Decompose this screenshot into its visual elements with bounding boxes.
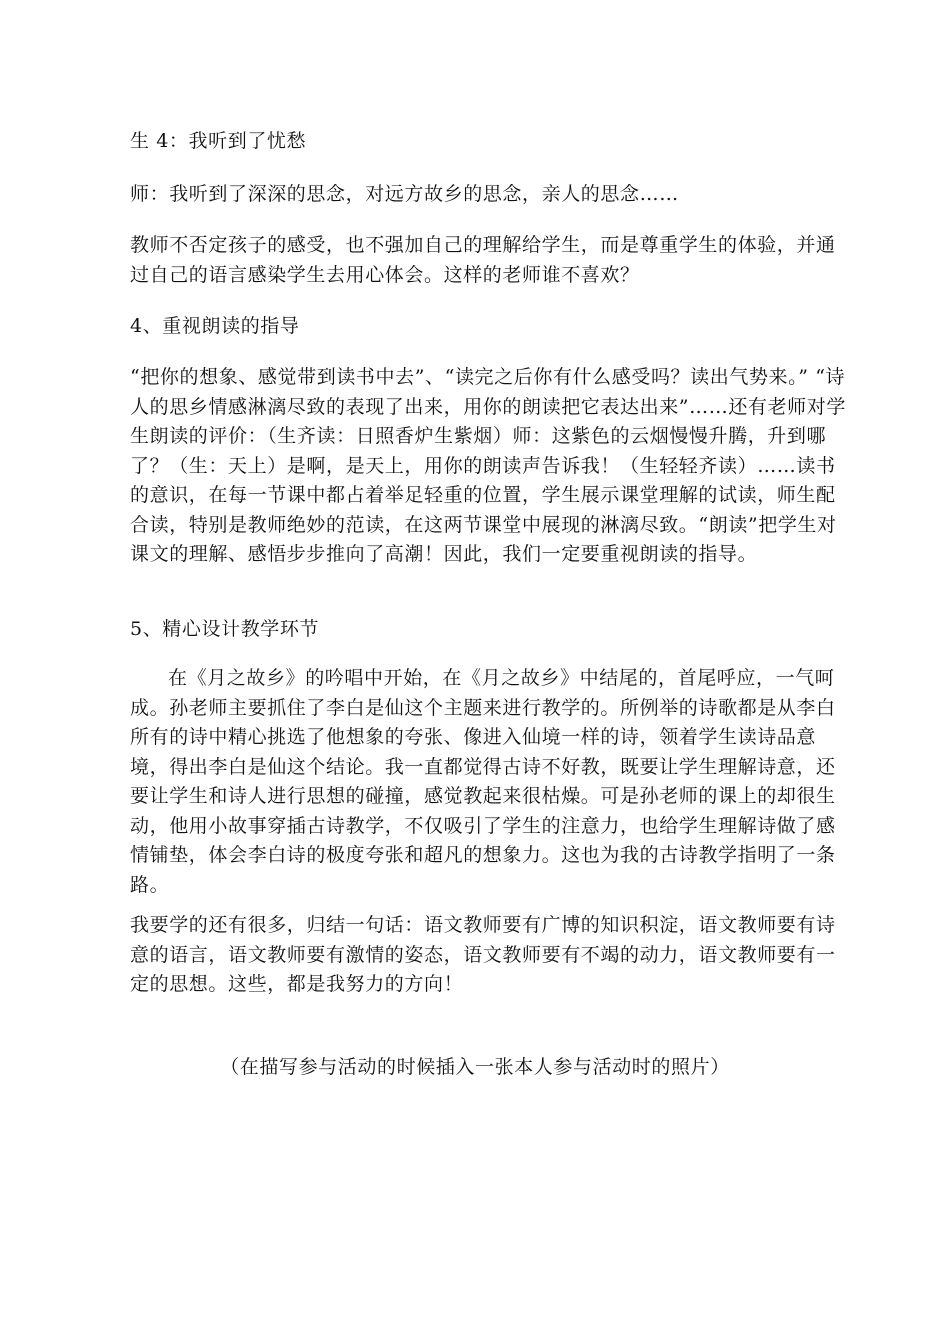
teaching-design-paragraph: 在《月之故乡》的吟唱中开始，在《月之故乡》中结尾的，首尾呼应，一气呵成。孙老师主要抓住了李白是仙这个主题来进行教学的。所例举的诗歌都是从李白所有的诗中精心挑选了他想象的夸张、像进入仙境一样的诗，领着学生读诗品意境，得出李白是仙这个结论。我一直都觉得古诗不好教，既要让学生理解诗意，还要让学生和诗人进行思想的碰撞，感觉教起来很枯燥。可是孙老师的课上的却很生动，他用小故事穿插古诗教学，不仅吸引了学生的注意力，也给学生理解诗做了感情铺垫，体会李白诗的极度夸张和超凡的想象力。这也为我的古诗教学指明了一条路。 xyxy=(130,667,836,896)
conclusion-paragraph: 我要学的还有很多，归结一句话：语文教师要有广博的知识积淀，语文教师要有诗意的语言，语文教师要有激情的姿态，语文教师要有不竭的动力，语文教师要有一定的思想。这些，都是我努力的方向！ xyxy=(130,914,836,995)
section-heading-reading: 4、重视朗读的指导 xyxy=(130,315,300,337)
teacher-response-line: 师：我听到了深深的思念，对远方故乡的思念，亲人的思念…… xyxy=(130,183,679,205)
student-answer-line: 生 4：我听到了忧愁 xyxy=(130,130,307,152)
section-heading-design: 5、精心设计教学环节 xyxy=(130,618,320,640)
teacher-attitude-paragraph: 教师不否定孩子的感受，也不强加自己的理解给学生，而是尊重学生的体验，并通过自己的语言感染学生去用心体会。这样的老师谁不喜欢？ xyxy=(130,234,836,286)
photo-placeholder-caption: （在描写参与活动的时候插入一张本人参与活动时的照片） xyxy=(220,1056,730,1078)
reading-guidance-paragraph: “把你的想象、感觉带到读书中去”、“读完之后你有什么感受吗？读出气势来。” “诗人的思乡情感淋漓尽致的表现了出来，用你的朗读把它表达出来”……还有老师对学生朗读的评价：（生齐读：日照香炉生紫烟）师：这紫色的云烟慢慢升腾，升到哪了？（生：天上）是啊，是天上，用你的朗读声告诉我！（生轻轻齐读）……读书的意识，在每一节课中都占着举足轻重的位置，学生展示课堂理解的试读，师生配合读，特别是教师绝妙的范读，在这两节课堂中展现的淋漓尽致。“朗读”把学生对课文的理解、感悟步步推向了高潮！因此，我们一定要重视朗读的指导。 xyxy=(130,366,846,565)
